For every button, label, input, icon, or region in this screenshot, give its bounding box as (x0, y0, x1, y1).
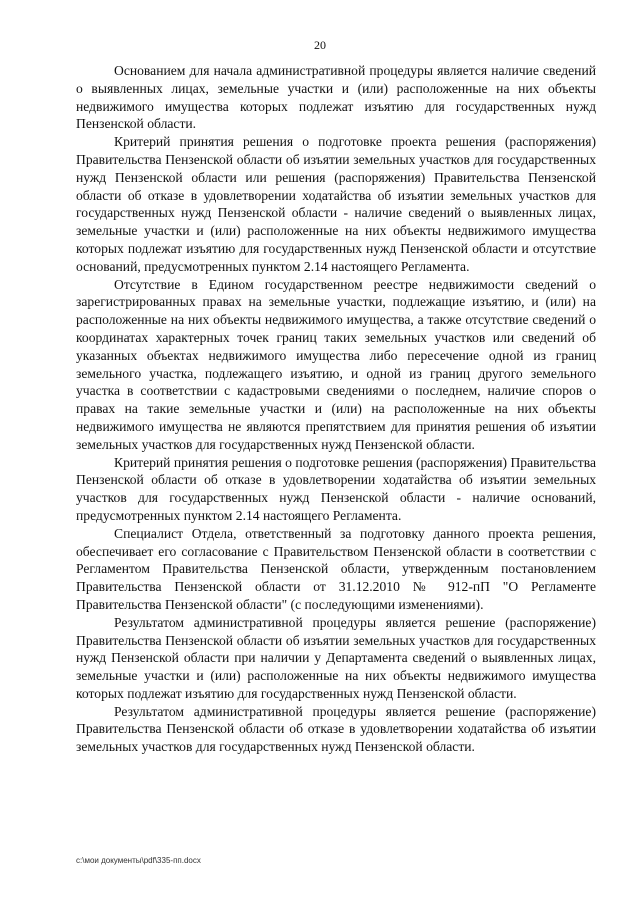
paragraph-7: Результатом административной процедуры является решение (распоряжение) Правительства Пензенской области об отказе в удовлетворении ходатайства об изъятии земельных участков для государственных нужд Пензенской области. (76, 703, 596, 755)
paragraph-3: Отсутствие в Едином государственном реестре недвижимости сведений о зарегистрированных правах на земельные участки, подлежащие изъятию, и (или) на расположенные на них объекты недвижимого имущества, а также отсутствие сведений о координатах характерных точек границ таких земельных участков или сведений об указанных объектах недвижимого имущества либо пересечение одной из границ земельного участка, подлежащего изъятию, и одной из границ другого земельного участка в соответствии с кадастровыми сведениями о последнем, наличие споров о правах на такие земельные участки и (или) на расположенные на них объекты недвижимого имущества не являются препятствием для принятия решения об изъятии земельных участков для государственных нужд Пензенской области. (76, 276, 596, 452)
document-body (76, 62, 596, 756)
paragraph-6: Результатом административной процедуры является решение (распоряжение) Правительства Пензенской области об изъятии земельных участков для государственных нужд Пензенской области при наличии у Департамента сведений о выявленных лицах, земельные участки и (или) расположенные на них объекты недвижимого имущества которых подлежат изъятию для государственных нужд Пензенской области. (76, 614, 596, 701)
paragraph-1: Основанием для начала административной процедуры является наличие сведений о выявленных лицах, земельные участки и (или) расположенные на них объекты недвижимого имущества которых подлежат изъятию для государственных нужд Пензенской области. (76, 63, 596, 132)
paragraph-5: Специалист Отдела, ответственный за подготовку данного проекта решения, обеспечивает его согласование с Правительством Пензенской области в соответствии с Регламентом Правительства Пензенской области, утвержденным постановлением Правительства Пензенской области от 31.12.2010 № 912-пП "О Регламенте Правительства Пензенской области" (с последующими изменениями). (76, 525, 596, 612)
page-number: 20 (314, 38, 326, 52)
footer-file-path: c:\мои документы\pdf\335-пп.docx (76, 856, 201, 865)
paragraph-2: Критерий принятия решения о подготовке проекта решения (распоряжения) Правительства Пензенской области об изъятии земельных участков для государственных нужд Пензенской области или решения (распоряжения) Правительства Пензенской области об отказе в удовлетворении ходатайства об изъятии земельных участков для государственных нужд Пензенской области - наличие сведений о выявленных лицах, земельные участки и (или) расположенные на них объекты недвижимого имущества которых подлежат изъятию для государственных нужд Пензенской области и отсутствие оснований, предусмотренных пунктом 2.14 настоящего Регламента. (76, 134, 596, 274)
paragraph-4: Критерий принятия решения о подготовке решения (распоряжения) Правительства Пензенской области об отказе в удовлетворении ходатайства об изъятии земельных участков для государственных нужд Пензенской области - наличие оснований, предусмотренных пунктом 2.14 настоящего Регламента. (76, 454, 597, 523)
